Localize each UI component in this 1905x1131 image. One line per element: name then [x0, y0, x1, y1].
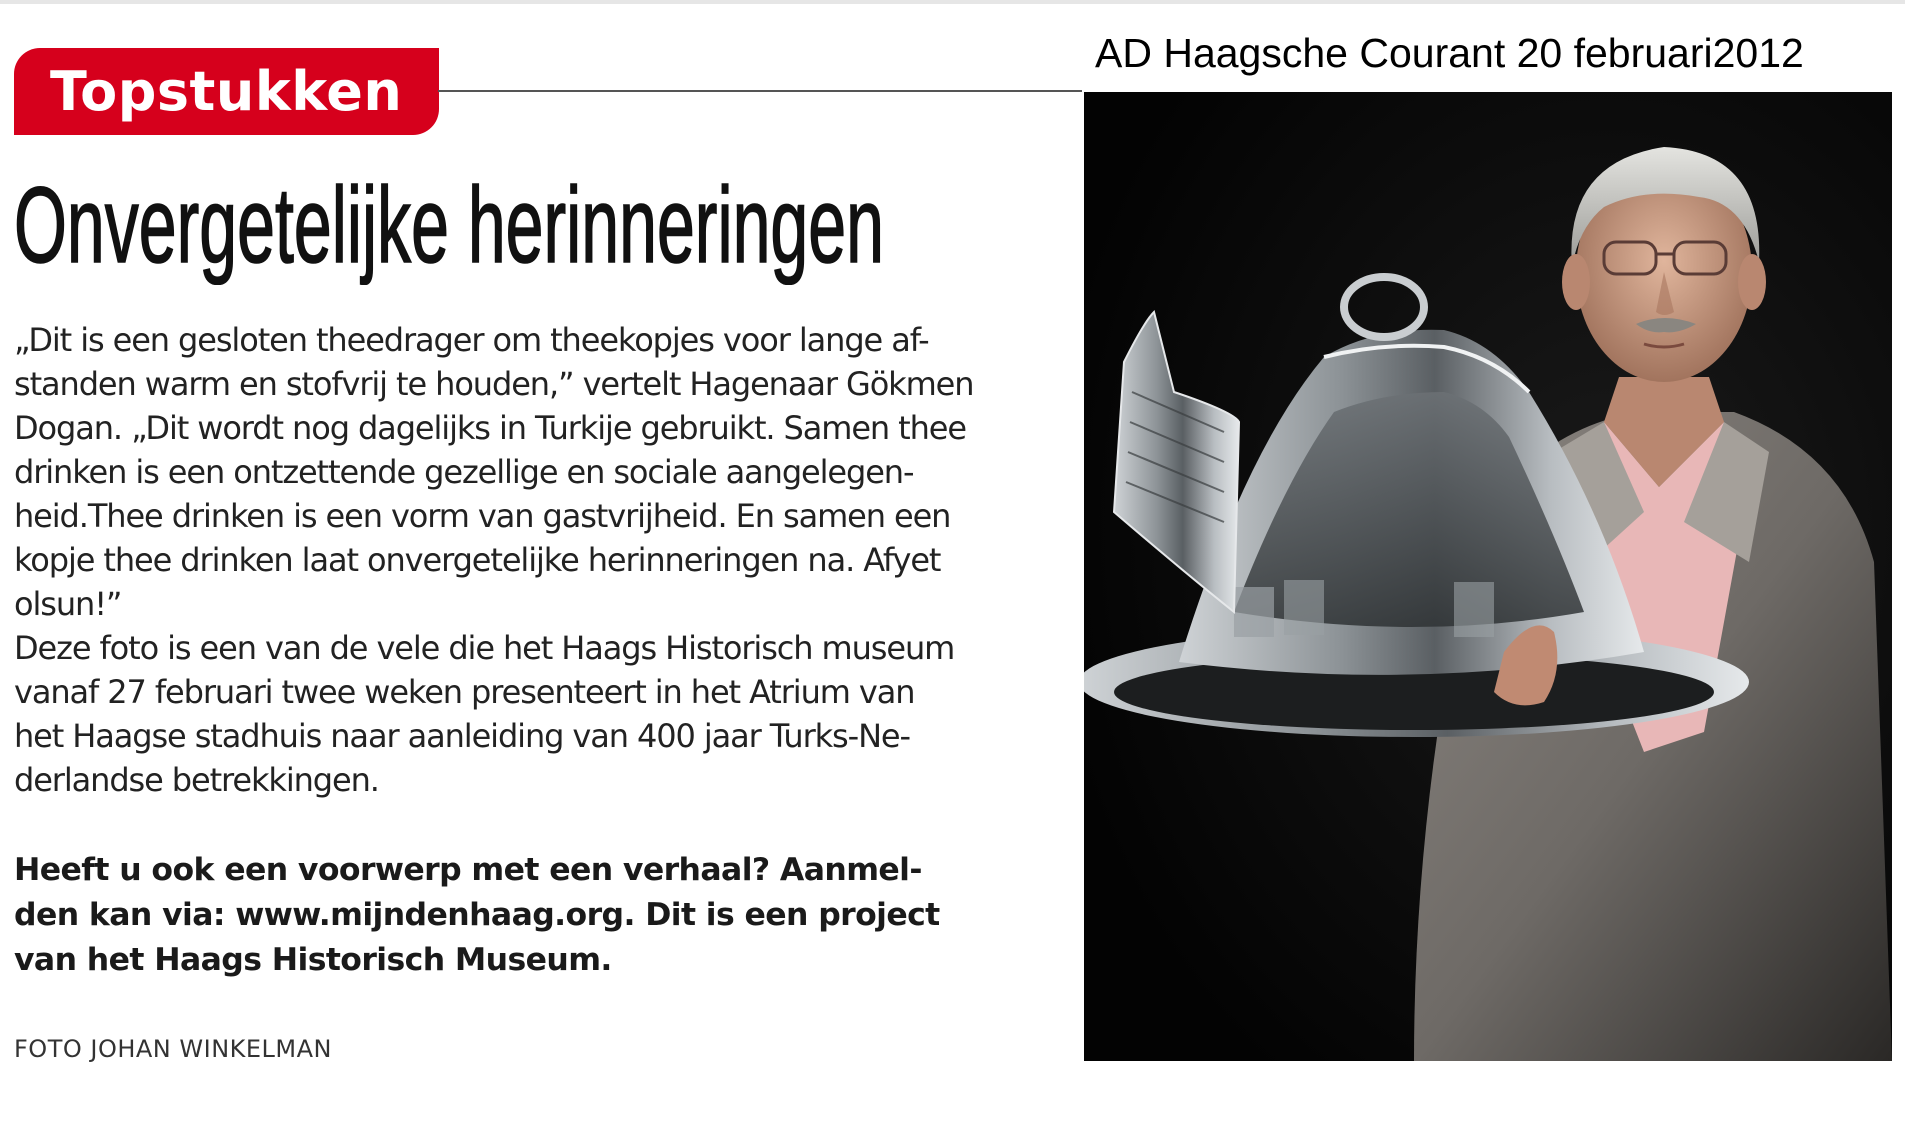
top-border-rule — [0, 0, 1905, 4]
section-kicker: Topstukken — [14, 48, 439, 135]
kicker-rule — [438, 90, 1082, 92]
call-to-action: Heeft u ook een voorwerp met een verhaal? Aanmel- den kan via: www.mijndenhaag.org. Dit is een project van het Haags Historisch Museum. — [14, 852, 940, 978]
photo-credit: FOTO JOHAN WINKELMAN — [14, 1035, 333, 1063]
article-photo — [1084, 92, 1892, 1061]
source-line: AD Haagsche Courant 20 februari2012 — [1095, 30, 1804, 76]
headline: Onvergetelijke herinneringen — [14, 164, 884, 285]
article-body: „Dit is een gesloten theedrager om theekopjes voor lange af- standen warm en stofvrij te houden,” vertelt Hagenaar Gökmen Dogan. „Dit wordt nog dagelijks in Turkije gebruikt. Samen thee drinken is een ontzettende gezellige en sociale aangelegen- heid.Thee drinken is een vorm van gastvrijheid. En samen een kopje thee drinken laat onvergetelijke herinneringen na. Afyet olsun!” Deze foto is een van de vele die het Haags Historisch museum vanaf 27 februari twee weken presenteert in het Atrium van het Haagse stadhuis naar aanleiding van 400 jaar Turks-Ne- derlandse betrekkingen. — [14, 321, 974, 799]
